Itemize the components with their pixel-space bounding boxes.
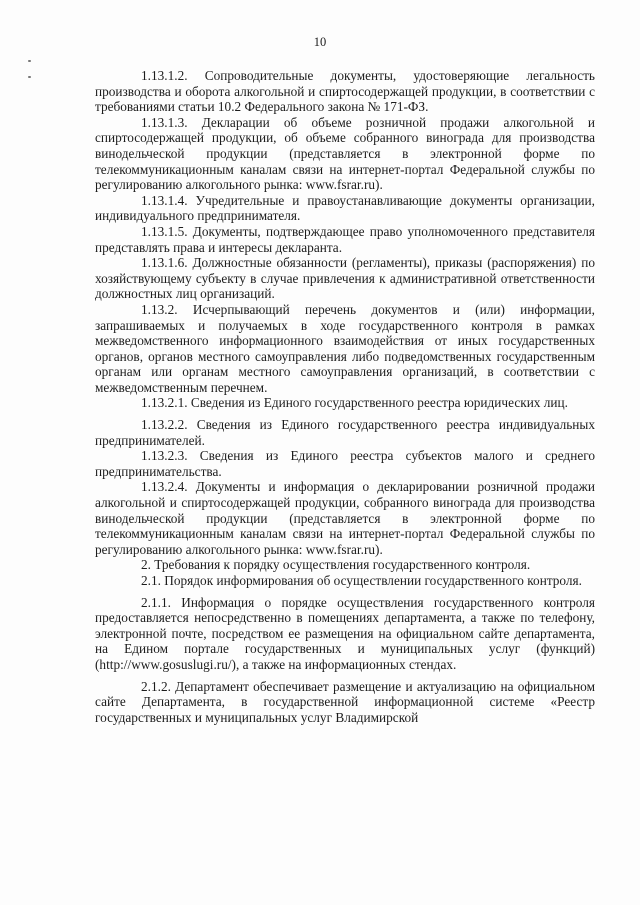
document-body — [95, 68, 595, 725]
paragraph-2-1-1: 2.1.1. Информация о порядке осуществления государственного контроля предоставляется непосредственно в помещениях департамента, а также по телефону, электронной почте, посредством ее размещения на официальном сайте департамента, на Едином портале государственных и муниципальных услуг (функций) (http://www.gosuslugi.ru/), а также на информационных стендах. — [95, 594, 595, 672]
paragraph-2-1: 2.1. Порядок информирования об осуществлении государственного контроля. — [141, 573, 582, 588]
paragraph-1-13-1-4: 1.13.1.4. Учредительные и правоустанавливающие документы организации, индивидуального предпринимателя. — [95, 192, 595, 224]
page-number: 10 — [313, 35, 327, 49]
paragraph-1-13-1-6: 1.13.1.6. Должностные обязанности (регламенты), приказы (распоряжения) по хозяйствующему субъекту в случае привлечения к административной ответственности должностных лиц организаций. — [95, 255, 595, 302]
paragraph-2-1-2: 2.1.2. Департамент обеспечивает размещение и актуализацию на официальном сайте Департамента, в государственной информационной системе «Реестр государственных и муниципальных услуг Владимирской — [95, 678, 595, 725]
paragraph-2: 2. Требования к порядку осуществления государственного контроля. — [141, 557, 531, 573]
paragraph-1-13-1-3: 1.13.1.3. Декларации об объеме розничной продажи алкогольной и спиртосодержащей продукции, об объеме собранного винограда для производства винодельческой продукции (представляется в электронной форме по телекоммуникационным каналам связи на интернет-портал Федеральной службы по регулированию алкогольного рынка: www.fsrar.ru). — [95, 114, 595, 193]
paragraph-1-13-1-5: 1.13.1.5. Документы, подтверждающее право уполномоченного представителя представлять права и интересы декларанта. — [95, 223, 595, 255]
paragraph-1-13-2: 1.13.2. Исчерпывающий перечень документов и (или) информации, запрашиваемых и получаемых в ходе государственного контроля в рамках межведомственного информационного взаимодействия от иных государственных органов, органов местного самоуправления либо подведомственных государственным органам или органам местного самоуправления организаций, в соответствии с межведомственным перечнем. — [95, 301, 595, 395]
paragraph-1-13-2-2: 1.13.2.2. Сведения из Единого государственного реестра индивидуальных предпринимателей. — [95, 417, 595, 448]
paragraph-1-13-1-2: 1.13.1.2. Сопроводительные документы, удостоверяющие легальность производства и оборота алкогольной и спиртосодержащей продукции, в соответствии с требованиями статьи 10.2 Федерального закона № 171-ФЗ. — [95, 68, 595, 115]
paragraph-1-13-2-4: 1.13.2.4. Документы и информация о декларировании розничной продажи алкогольной и спиртосодержащей продукции, собранного винограда для производства винодельческой продукции (представляется в электронной форме по телекоммуникационным каналам связи на интернет-портал Федеральной службы по регулированию алкогольного рынка: www.fsrar.ru). — [95, 479, 595, 557]
paragraph-1-13-2-1: 1.13.2.1. Сведения из Единого государственного реестра юридических лиц. — [141, 395, 568, 411]
scan-speck — [28, 76, 31, 78]
paragraph-1-13-2-3: 1.13.2.3. Сведения из Единого реестра субъектов малого и среднего предпринимательства. — [95, 448, 595, 479]
scan-speck — [28, 60, 31, 62]
